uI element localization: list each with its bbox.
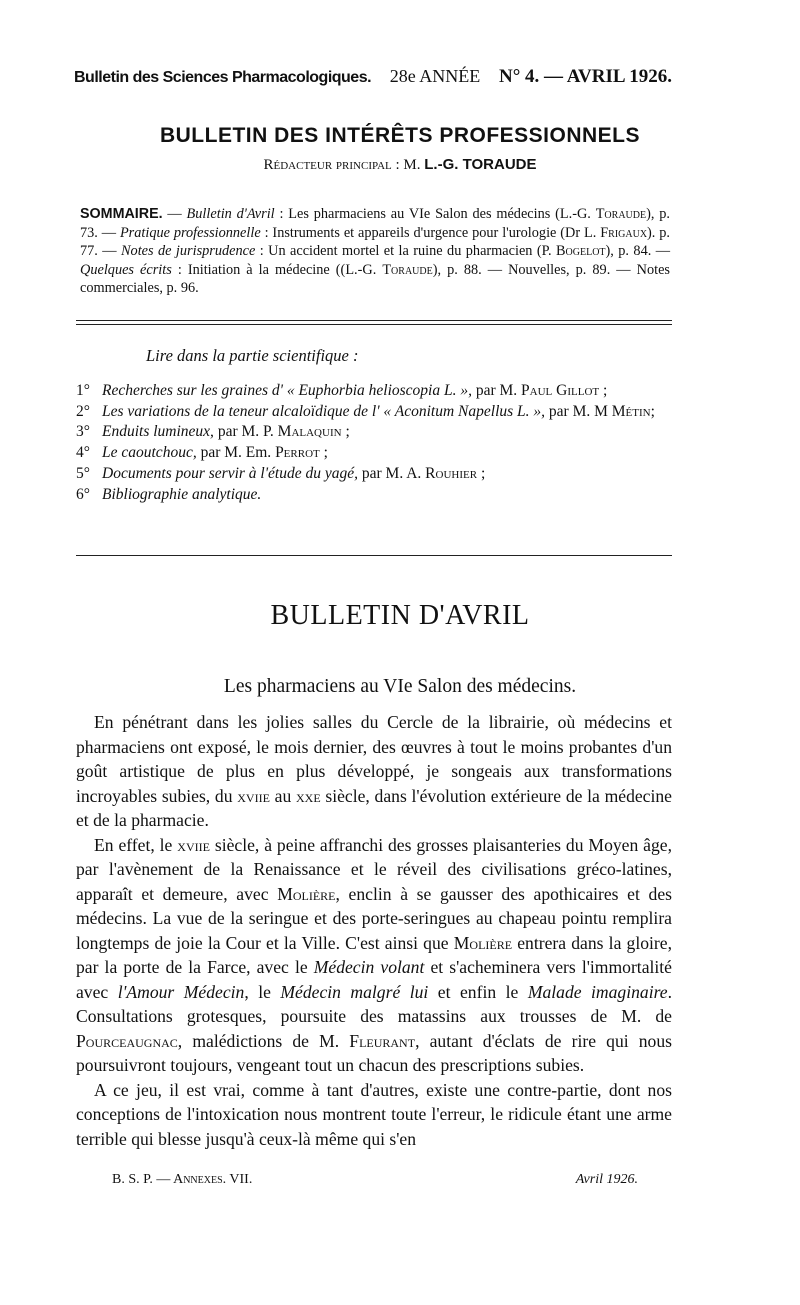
text-run: , enclin à se gausser des apothicaires et des médecins. La vue de la seringue et des porte-seringues au chapeau pointu remplira longtemps de joie la Cour et la Ville. C'est ainsi que: [76, 883, 672, 953]
reading-heading: Lire dans la partie scientifique :: [146, 346, 359, 365]
text-run: En pénétrant dans les jolies salles du Cercle de la librairie, où médecins et pharmaciens ont exposé, le mois dernier, des œuvres à tout le moins probantes d'un goût artistique de plus en plus développé, je songeais aux transformations incroyables subies, du: [76, 712, 672, 806]
page-footer: [112, 1172, 638, 1188]
reading-item-num: 5°: [76, 464, 90, 482]
text-run: et s'acheminera vers l'immortalité avec: [76, 957, 672, 1002]
text-run: Bulletin d'Avril: [186, 206, 275, 222]
editor-name: L.-G. TORAUDE: [424, 156, 537, 173]
reading-item-author: Perrot: [275, 444, 320, 462]
text-run: ), p. 88. — Nouvelles, p. 89. — Notes commerciales, p. 96.: [80, 261, 670, 297]
reading-item: [76, 402, 672, 423]
section-title: BULLETIN DES INTÉRÊTS PROFESSIONNELS: [159, 124, 641, 147]
reading-item-num: 6°: [76, 485, 90, 503]
text-run: En effet, le: [94, 834, 178, 855]
text-run: xxe: [295, 785, 321, 806]
running-header: [74, 66, 672, 88]
reading-item-author: Métin: [611, 402, 651, 420]
text-run: Frigaux: [600, 224, 648, 241]
reading-item-end: ;: [319, 444, 328, 462]
text-run: xviie: [177, 834, 210, 855]
text-run: —: [162, 206, 187, 222]
text-run: ), p. 84. —: [605, 243, 671, 260]
reading-item: [76, 443, 672, 464]
text-run: , malédictions de M.: [177, 1030, 350, 1051]
reading-item-rest: par M.: [471, 382, 522, 399]
paragraph: [76, 833, 672, 1078]
reading-item: [76, 485, 672, 506]
text-run: Bogelot: [556, 243, 606, 260]
reading-item: [76, 464, 672, 485]
article-body: [76, 710, 672, 1151]
text-run: Notes de jurisprudence: [121, 243, 256, 260]
reading-item-num: 3°: [76, 423, 90, 441]
reading-item-num: 4°: [76, 444, 90, 462]
text-run: ), p. 73. —: [80, 206, 670, 241]
reading-item-author: Rouhier: [425, 464, 478, 482]
text-run: A ce jeu, il est vrai, comme à tant d'autres, existe une contre-partie, dont nos conceptions de l'intoxication nous montrent toute l'erreur, le ridicule étant une arme terrible qui blesse jusqu'à ceux-là même qui s'en: [76, 1079, 672, 1149]
text-run: siècle, dans l'évolution extérieure de la médecine et de la pharmacie.: [76, 785, 672, 830]
reading-item-title: Bibliographie analytique.: [102, 485, 262, 503]
divider: [76, 320, 672, 321]
bulletin-title: BULLETIN D'AVRIL: [270, 600, 530, 631]
reading-item-rest: par M. P.: [213, 423, 278, 441]
article-title: Les pharmaciens au VIe Salon des médecins.: [223, 676, 577, 697]
text-run: ). p. 77. —: [80, 224, 670, 260]
reading-item: [76, 422, 672, 443]
text-run: Pratique professionnelle: [119, 224, 261, 241]
text-run: . Consultations grotesques, poursuite des matassins aux trousses de M. de: [76, 981, 673, 1026]
reading-item-rest: par M. A.: [358, 464, 426, 482]
text-run: : Instruments et appareils d'urgence pour l'urologie (Dr L.: [260, 224, 601, 241]
text-run: Malade imaginaire: [527, 981, 668, 1002]
text-run: xviie: [237, 785, 270, 806]
reading-item-title: Le caoutchouc,: [102, 444, 197, 462]
reading-item: [76, 381, 672, 402]
table-of-contents: [80, 205, 670, 298]
reading-list: [76, 381, 672, 505]
paragraph: [76, 1078, 672, 1152]
reading-item-title: Recherches sur les graines d' « Euphorbia helioscopia L. »,: [102, 382, 472, 399]
journal-name: Bulletin des Sciences Pharmacologiques.: [74, 69, 372, 86]
text-run: Médecin malgré lui: [280, 981, 429, 1002]
reading-item-end: ;: [599, 382, 608, 399]
text-run: siècle, à peine affranchi des grosses plaisanteries du Moyen âge, par l'avènement de la Renaissance et le réveil des civilisations gréco-latines, apparaît et demeure, avec: [76, 834, 672, 904]
reading-item-author: Paul Gillot: [521, 382, 600, 399]
reading-item-title: Enduits lumineux,: [102, 423, 214, 441]
text-run: Pourceaugnac: [76, 1030, 178, 1051]
reading-item-title: Les variations de la teneur alcaloïdique de l' « Aconitum Napellus L. »,: [102, 402, 546, 420]
text-run: : Un accident mortel et la ruine du pharmacien (P.: [255, 243, 556, 260]
reading-item-title: Documents pour servir à l'étude du yagé,: [102, 464, 358, 482]
toc-text: [80, 206, 670, 296]
text-run: Fleurant: [349, 1030, 416, 1051]
text-run: : Les pharmaciens au VIe Salon des médecins (L.-G.: [274, 206, 596, 222]
reading-item-rest: par M. Em.: [196, 444, 276, 462]
footer-reference: B. S. P. — Annexes. VII.: [112, 1172, 253, 1187]
editor-line: [0, 156, 800, 174]
text-run: Molière: [453, 932, 513, 953]
text-run: l'Amour Médecin: [117, 981, 245, 1002]
text-run: Médecin volant: [313, 957, 425, 977]
toc-label: SOMMAIRE.: [80, 206, 163, 222]
text-run: et enfin le: [428, 981, 528, 1002]
text-run: , le: [244, 981, 281, 1002]
text-run: , autant d'éclats de rire qui nous poursuivront toujours, vengeant tout un chacun des prescriptions subies.: [76, 1030, 672, 1075]
reading-item-author: Malaquin: [277, 423, 342, 441]
reading-item-end: ;: [477, 464, 486, 482]
reading-item-rest: par M. M: [545, 402, 612, 420]
reading-item-num: 1°: [76, 382, 90, 399]
volume-year: 28e ANNÉE: [389, 66, 481, 86]
paragraph: [76, 710, 672, 833]
issue-number: N° 4. — AVRIL 1926.: [498, 66, 672, 87]
divider: [76, 324, 672, 325]
reading-item-num: 2°: [76, 402, 90, 420]
text-run: Molière: [277, 883, 336, 904]
editor-prefix: Rédacteur principal : M.: [263, 157, 421, 173]
reading-item-end: ;: [650, 402, 655, 420]
text-run: : Initiation à la médecine ((L.-G.: [171, 261, 383, 278]
text-run: Toraude: [595, 206, 647, 222]
text-run: au: [269, 785, 296, 806]
text-run: Toraude: [382, 261, 433, 278]
footer-date: Avril 1926.: [575, 1172, 638, 1187]
reading-item-end: ;: [341, 423, 350, 441]
text-run: Quelques écrits: [80, 261, 172, 278]
divider: [76, 555, 672, 556]
text-run: entrera dans la gloire, par la porte de la Farce, avec le: [76, 932, 672, 977]
